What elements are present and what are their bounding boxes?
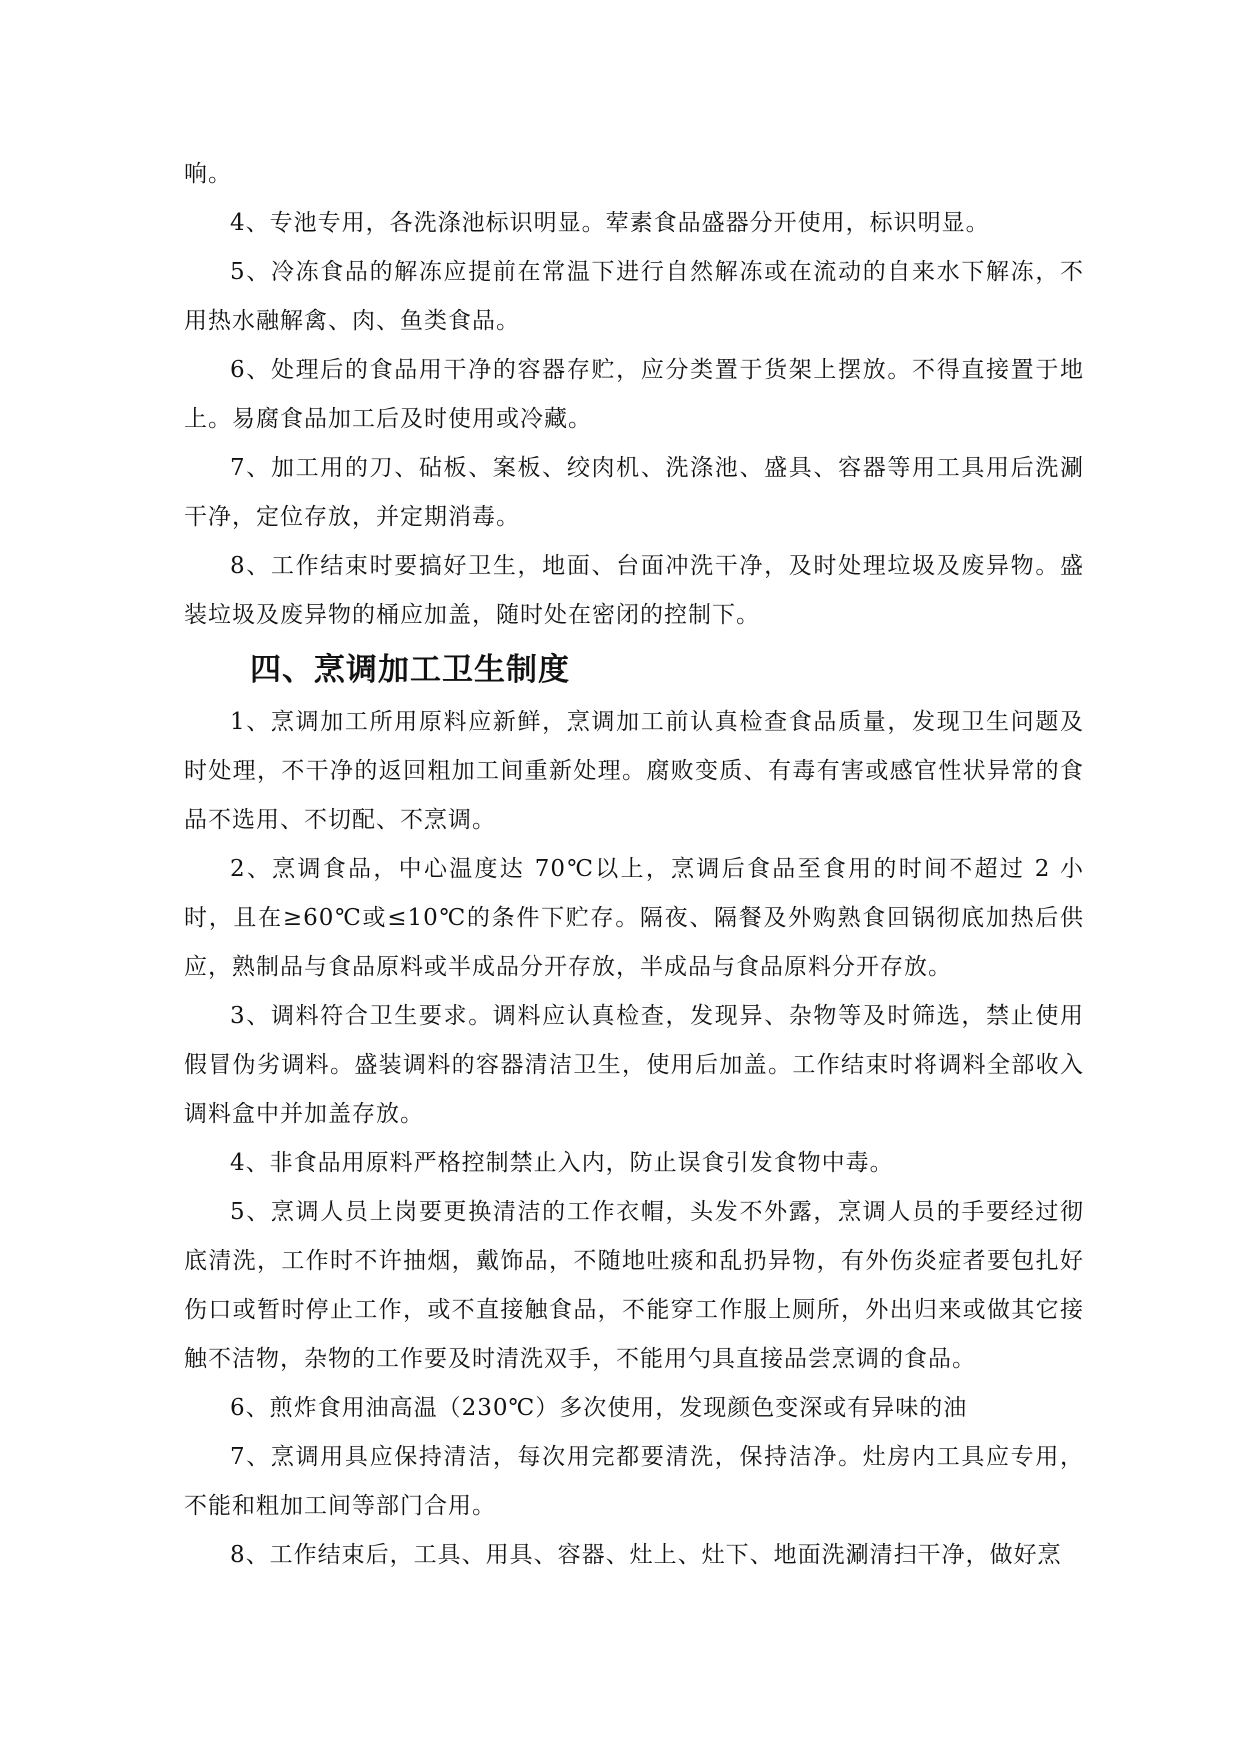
document-body — [184, 150, 1084, 1580]
paragraph-3-4: 4、专池专用，各洗涤池标识明显。荤素食品盛器分开使用，标识明显。 — [230, 210, 990, 236]
paragraph-4-8: 8、工作结束后，工具、用具、容器、灶上、灶下、地面洗涮清扫干净，做好烹 — [230, 1542, 1062, 1568]
paragraph-4-4: 4、非食品用原料严格控制禁止入内，防止误食引发食物中毒。 — [230, 1150, 894, 1176]
paragraph-4-3: 3、调料符合卫生要求。调料应认真检查，发现异、杂物等及时筛选，禁止使用假冒伪劣调料。盛装调料的容器清洁卫生，使用后加盖。工作结束时将调料全部收入调料盒中并加盖存放。 — [184, 1003, 1084, 1127]
paragraph-4-2: 2、烹调食品，中心温度达 70℃以上，烹调后食品至食用的时间不超过 2 小时，且在≥60℃或≤10℃的条件下贮存。隔夜、隔餐及外购熟食回锅彻底加热后供应，熟制品与食品原料或半成品分开存放，半成品与食品原料分开存放。 — [184, 856, 1084, 980]
paragraph-4-5: 5、烹调人员上岗要更换清洁的工作衣帽，头发不外露，烹调人员的手要经过彻底清洗，工作时不许抽烟，戴饰品，不随地吐痰和乱扔异物，有外伤炎症者要包扎好伤口或暂时停止工作，或不直接触食品，不能穿工作服上厕所，外出归来或做其它接触不洁物，杂物的工作要及时清洗双手，不能用勺具直接品尝烹调的食品。 — [184, 1199, 1084, 1372]
paragraph-4-7: 7、烹调用具应保持清洁，每次用完都要清洗，保持洁净。灶房内工具应专用，不能和粗加工间等部门合用。 — [184, 1444, 1084, 1519]
paragraph-4-1: 1、烹调加工所用原料应新鲜，烹调加工前认真检查食品质量，发现卫生问题及时处理，不干净的返回粗加工间重新处理。腐败变质、有毒有害或感官性状异常的食品不选用、不切配、不烹调。 — [184, 709, 1084, 833]
section-heading: 四、烹调加工卫生制度 — [250, 652, 570, 688]
paragraph-continuation: 响。 — [184, 161, 232, 187]
paragraph-4-6: 6、煎炸食用油高温（230℃）多次使用，发现颜色变深或有异味的油 — [230, 1395, 968, 1421]
paragraph-3-5: 5、冷冻食品的解冻应提前在常温下进行自然解冻或在流动的自来水下解冻，不用热水融解禽、肉、鱼类食品。 — [184, 259, 1084, 334]
paragraph-3-7: 7、加工用的刀、砧板、案板、绞肉机、洗涤池、盛具、容器等用工具用后洗涮干净，定位存放，并定期消毒。 — [184, 455, 1084, 530]
paragraph-3-6: 6、处理后的食品用干净的容器存贮，应分类置于货架上摆放。不得直接置于地上。易腐食品加工后及时使用或冷藏。 — [184, 357, 1084, 432]
paragraph-3-8: 8、工作结束时要搞好卫生，地面、台面冲洗干净，及时处理垃圾及废异物。盛装垃圾及废异物的桶应加盖，随时处在密闭的控制下。 — [184, 553, 1084, 628]
